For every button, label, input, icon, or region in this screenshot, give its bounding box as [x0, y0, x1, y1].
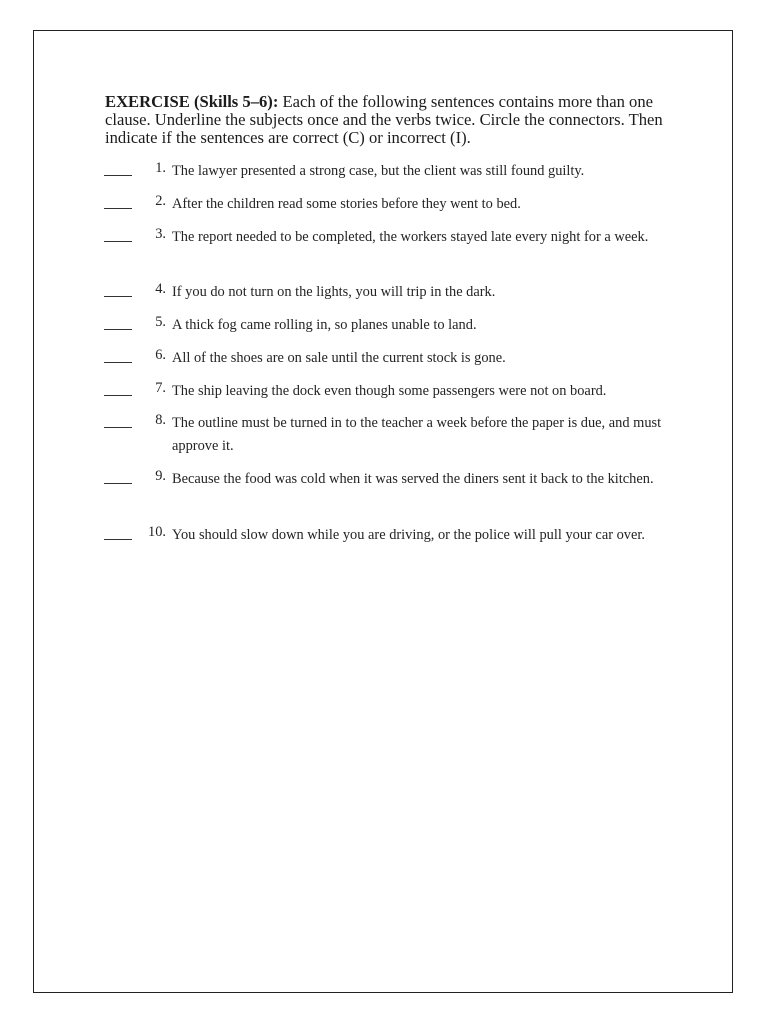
exercise-instructions	[105, 93, 685, 147]
answer-blank[interactable]	[104, 241, 132, 242]
item-sentence: After the children read some stories before they went to bed.	[172, 196, 521, 212]
item-number: 4.	[155, 281, 166, 297]
item-sentence: All of the shoes are on sale until the current stock is gone.	[172, 350, 506, 366]
item-number: 1.	[155, 160, 166, 176]
answer-blank[interactable]	[104, 175, 132, 176]
item-number: 3.	[155, 226, 166, 242]
answer-blank[interactable]	[104, 362, 132, 363]
item-sentence: A thick fog came rolling in, so planes unable to land.	[172, 317, 477, 333]
item-number: 5.	[155, 314, 166, 330]
item-number: 6.	[155, 347, 166, 363]
item-sentence: The report needed to be completed, the workers stayed late every night for a week.	[172, 229, 649, 245]
answer-blank[interactable]	[104, 208, 132, 209]
exercise-instructions-text: Each of the following sentences contains more than one clause. Underline the subjects once and the verbs twice. Circle the connectors. Then indicate if the sentences are correct (C) or incorrect (I).	[105, 92, 663, 147]
answer-blank[interactable]	[104, 539, 132, 540]
item-number: 8.	[155, 412, 166, 428]
item-number: 10.	[148, 524, 166, 540]
item-sentence: You should slow down while you are driving, or the police will pull your car over.	[172, 527, 645, 543]
answer-blank[interactable]	[104, 395, 132, 396]
answer-blank[interactable]	[104, 296, 132, 297]
item-number: 7.	[155, 380, 166, 396]
item-number: 9.	[155, 468, 166, 484]
item-sentence: The outline must be turned in to the teacher a week before the paper is due, and must approve it.	[172, 415, 662, 454]
item-number: 2.	[155, 193, 166, 209]
answer-blank[interactable]	[104, 427, 132, 428]
exercise-heading: EXERCISE (Skills 5–6):	[105, 92, 279, 111]
answer-blank[interactable]	[104, 483, 132, 484]
item-sentence: The lawyer presented a strong case, but the client was still found guilty.	[172, 163, 585, 179]
answer-blank[interactable]	[104, 329, 132, 330]
item-sentence: Because the food was cold when it was served the diners sent it back to the kitchen.	[172, 471, 654, 487]
item-sentence: If you do not turn on the lights, you will trip in the dark.	[172, 284, 496, 300]
item-sentence: The ship leaving the dock even though some passengers were not on board.	[172, 383, 607, 399]
